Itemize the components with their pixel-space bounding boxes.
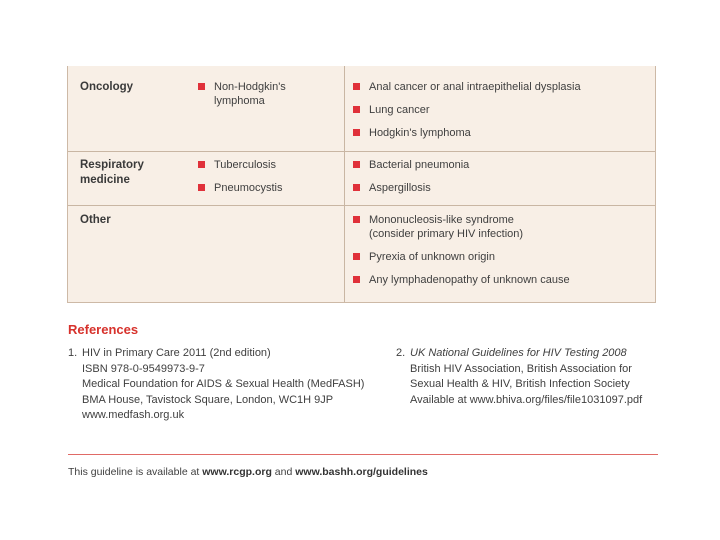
list-item: Aspergillosis (353, 181, 653, 195)
bullet-icon (353, 216, 360, 223)
bullet-icon (198, 184, 205, 191)
footer-note: This guideline is available at www.rcgp.org and www.bashh.org/guidelines (68, 466, 428, 478)
list-item: Non-Hodgkin's lymphoma (198, 80, 324, 108)
bullet-icon (353, 129, 360, 136)
clinical-indicator-table (67, 66, 656, 303)
bullet-icon (353, 83, 360, 90)
bullet-icon (353, 161, 360, 168)
list-item: Bacterial pneumonia (353, 158, 653, 172)
reference-item-2: 2. UK National Guidelines for HIV Testing 2008 British HIV Association, British Association for Sexual Health & HIV, British Infection Society Available at www.bhiva.org/files/file1031097.pdf (396, 346, 686, 408)
category-label: Oncology (80, 81, 134, 93)
list-item: Hodgkin's lymphoma (353, 126, 653, 140)
list-item: Pneumocystis (198, 181, 338, 195)
rcgp-link[interactable]: www.rcgp.org (202, 466, 272, 478)
list-item: Tuberculosis (198, 158, 338, 172)
table-row (68, 152, 655, 206)
list-item: Pyrexia of unknown origin (353, 250, 653, 264)
table-row (68, 206, 655, 301)
bullet-icon (353, 276, 360, 283)
bashh-link[interactable]: www.bashh.org/guidelines (295, 466, 428, 478)
table-row (68, 66, 655, 152)
reference-link[interactable]: www.medfash.org.uk (82, 409, 185, 421)
category-label: Respiratory medicine (80, 159, 144, 186)
category-label: Other (80, 214, 111, 226)
bullet-icon (353, 253, 360, 260)
list-item: Mononucleosis-like syndrome (consider primary HIV infection) (353, 213, 559, 241)
list-item: Lung cancer (353, 103, 653, 117)
reference-item-1: 1. HIV in Primary Care 2011 (2nd edition) ISBN 978-0-9549973-9-7 Medical Foundation for AIDS & Sexual Health (MedFASH) BMA House, Tavistock Square, London, WC1H 9JP www.medfash.org.uk (68, 346, 388, 424)
references-heading: References (68, 322, 139, 337)
bullet-icon (198, 83, 205, 90)
list-item: Any lymphadenopathy of unknown cause (353, 273, 653, 287)
footer-divider (68, 454, 658, 455)
reference-link[interactable]: Available at www.bhiva.org/files/file1031097.pdf (410, 393, 643, 406)
bullet-icon (353, 106, 360, 113)
list-item: Anal cancer or anal intraepithelial dysplasia (353, 80, 653, 94)
bullet-icon (353, 184, 360, 191)
bullet-icon (198, 161, 205, 168)
reference-title: UK National Guidelines for HIV Testing 2008 (410, 347, 627, 359)
